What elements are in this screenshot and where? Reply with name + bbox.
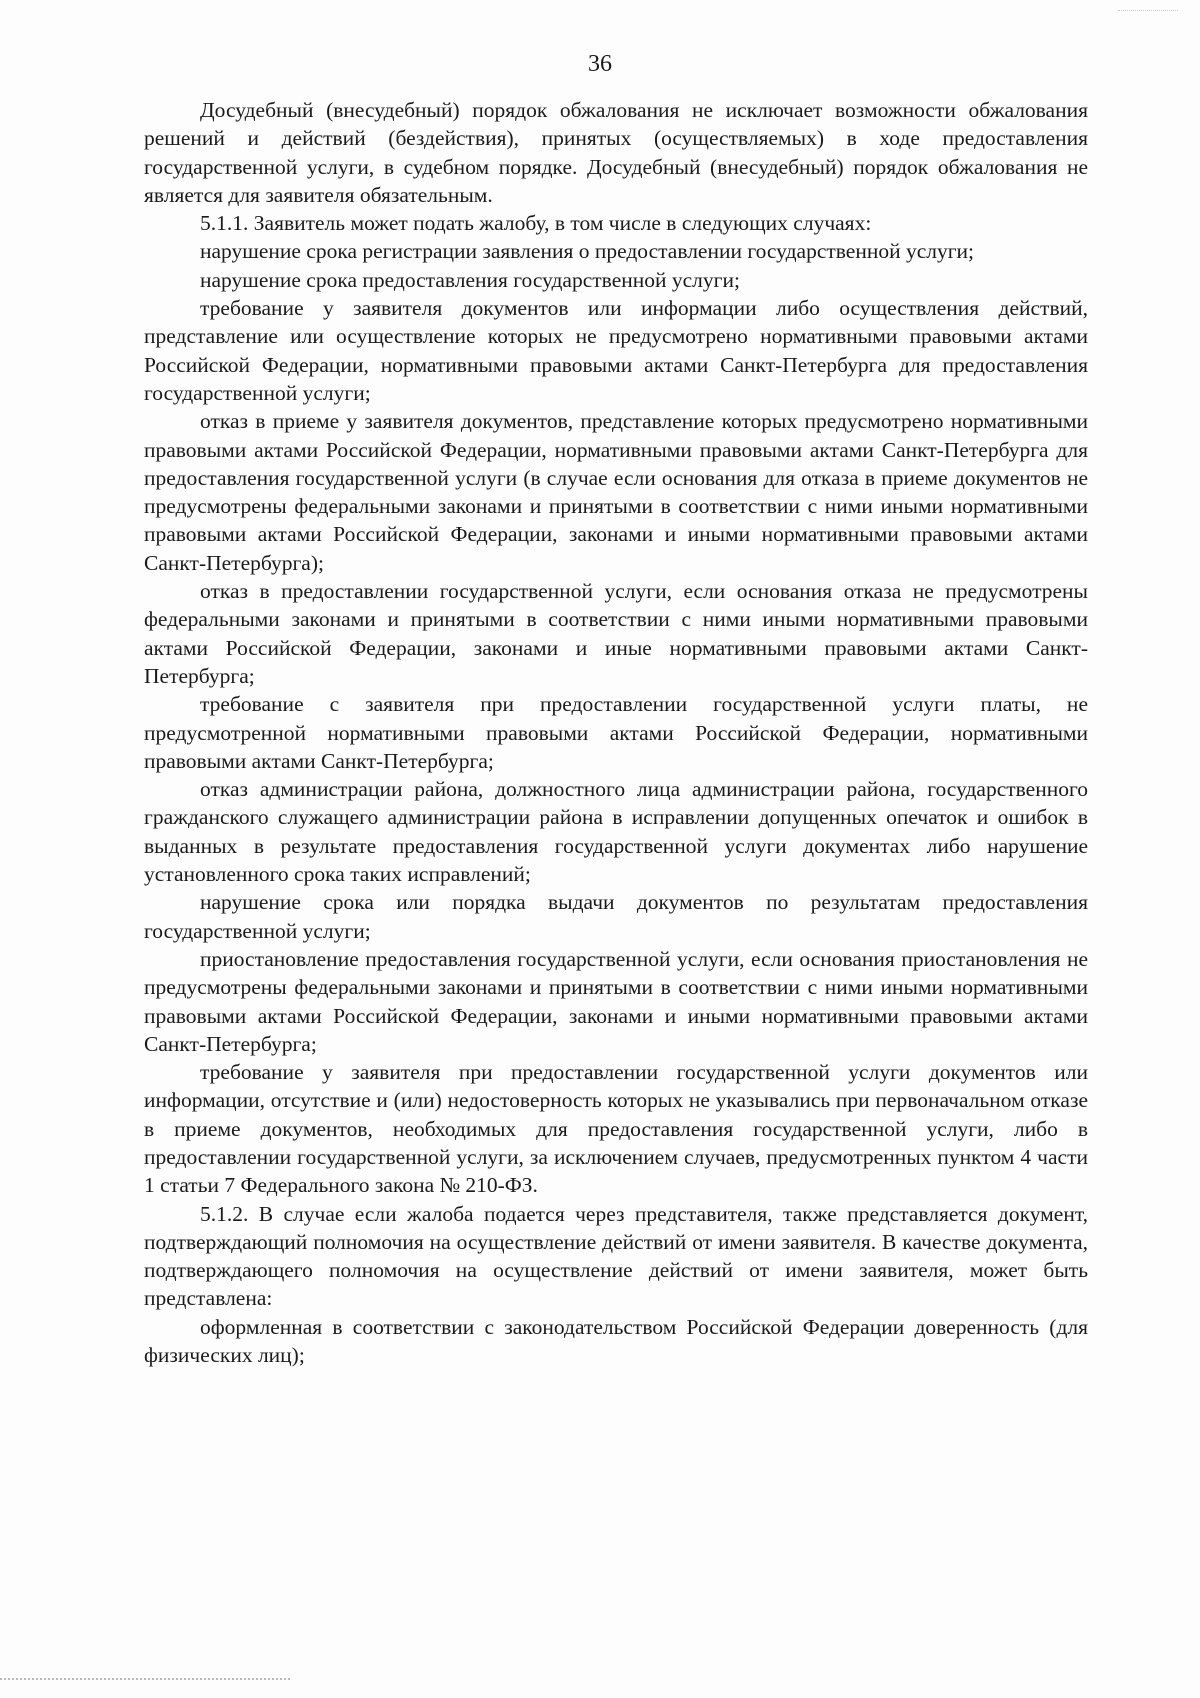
paragraph: нарушение срока регистрации заявления о предоставлении государственной услуги; [200, 239, 975, 264]
paragraph: Досудебный (внесудебный) порядок обжалования не исключает возможности обжалования решений и действий (бездействия), принятых (осуществляемых) в ходе предоставления государственной услуги, в судебном порядке. Досудебный (внесудебный) порядок обжалования не является для заявителя обязательным. [144, 98, 1088, 207]
paragraph: 5.1.2. В случае если жалоба подается через представителя, также представляется документ, подтверждающий полномочия на осуществление действий от имени заявителя. В качестве документа, подтверждающего полномочия на осуществление действий от имени заявителя, может быть представлена: [144, 1201, 1088, 1311]
paragraph: требование у заявителя при предоставлении государственной услуги документов или информации, отсутствие и (или) недостоверность которых не указывались при первоначальном отказе в приеме документов, необходимых для предоставления государственной услуги, либо в предоставлении государственной услуги, за исключением случаев, предусмотренных пунктом 4 части 1 статьи 7 Федерального закона № 210-ФЗ. [144, 1060, 1088, 1198]
paragraph: приостановление предоставления государственной услуги, если основания приостановления не предусмотрены федеральными законами и принятыми в соответствии с ними иными нормативными правовыми актами Российской Федерации, законами и иными нормативными правовыми актами Санкт-Петербурга; [144, 946, 1088, 1056]
scan-corner-mark [1118, 10, 1178, 11]
paragraph: 5.1.1. Заявитель может подать жалобу, в том числе в следующих случаях: [200, 211, 872, 236]
paragraph: требование у заявителя документов или информации либо осуществления действий, представление или осуществление которых не предусмотрено нормативными правовыми актами Российской Федерации, нормативными правовыми актами Санкт-Петербурга для предоставления государственной услуги; [144, 296, 1088, 405]
paragraph: нарушение срока предоставления государственной услуги; [200, 267, 740, 292]
scan-edge-line [0, 1678, 290, 1680]
paragraph: отказ в предоставлении государственной услуги, если основания отказа не предусмотрены федеральными законами и принятыми в соответствии с ними иными нормативными правовыми актами Российской Федерации, законами и иные нормативными правовыми актами Санкт-Петербурга; [144, 579, 1088, 688]
paragraph: отказ в приеме у заявителя документов, представление которых предусмотрено нормативными правовыми актами Российской Федерации, нормативными правовыми актами Санкт-Петербурга для предоставления государственной услуги (в случае если основания для отказа в приеме документов не предусмотрены федеральными законами и принятыми в соответствии с ними иными нормативными правовыми актами Российской Федерации, законами и иными нормативными правовыми актами Санкт-Петербурга); [144, 409, 1088, 575]
paragraph: отказ администрации района, должностного лица администрации района, государственного гражданского служащего администрации района в исправлении допущенных опечаток и ошибок в выданных в результате предоставления государственной услуги документах либо нарушение установленного срока таких исправлений; [144, 777, 1088, 887]
document-body [144, 96, 1088, 1369]
paragraph: требование с заявителя при предоставлении государственной услуги платы, не предусмотренной нормативными правовыми актами Российской Федерации, нормативными правовыми актами Санкт-Петербурга; [144, 692, 1088, 773]
page-number: 36 [588, 51, 612, 77]
paragraph: нарушение срока или порядка выдачи документов по результатам предоставления государственной услуги; [144, 890, 1088, 943]
paragraph: оформленная в соответствии с законодательством Российской Федерации доверенность (для физических лиц); [144, 1314, 1088, 1368]
